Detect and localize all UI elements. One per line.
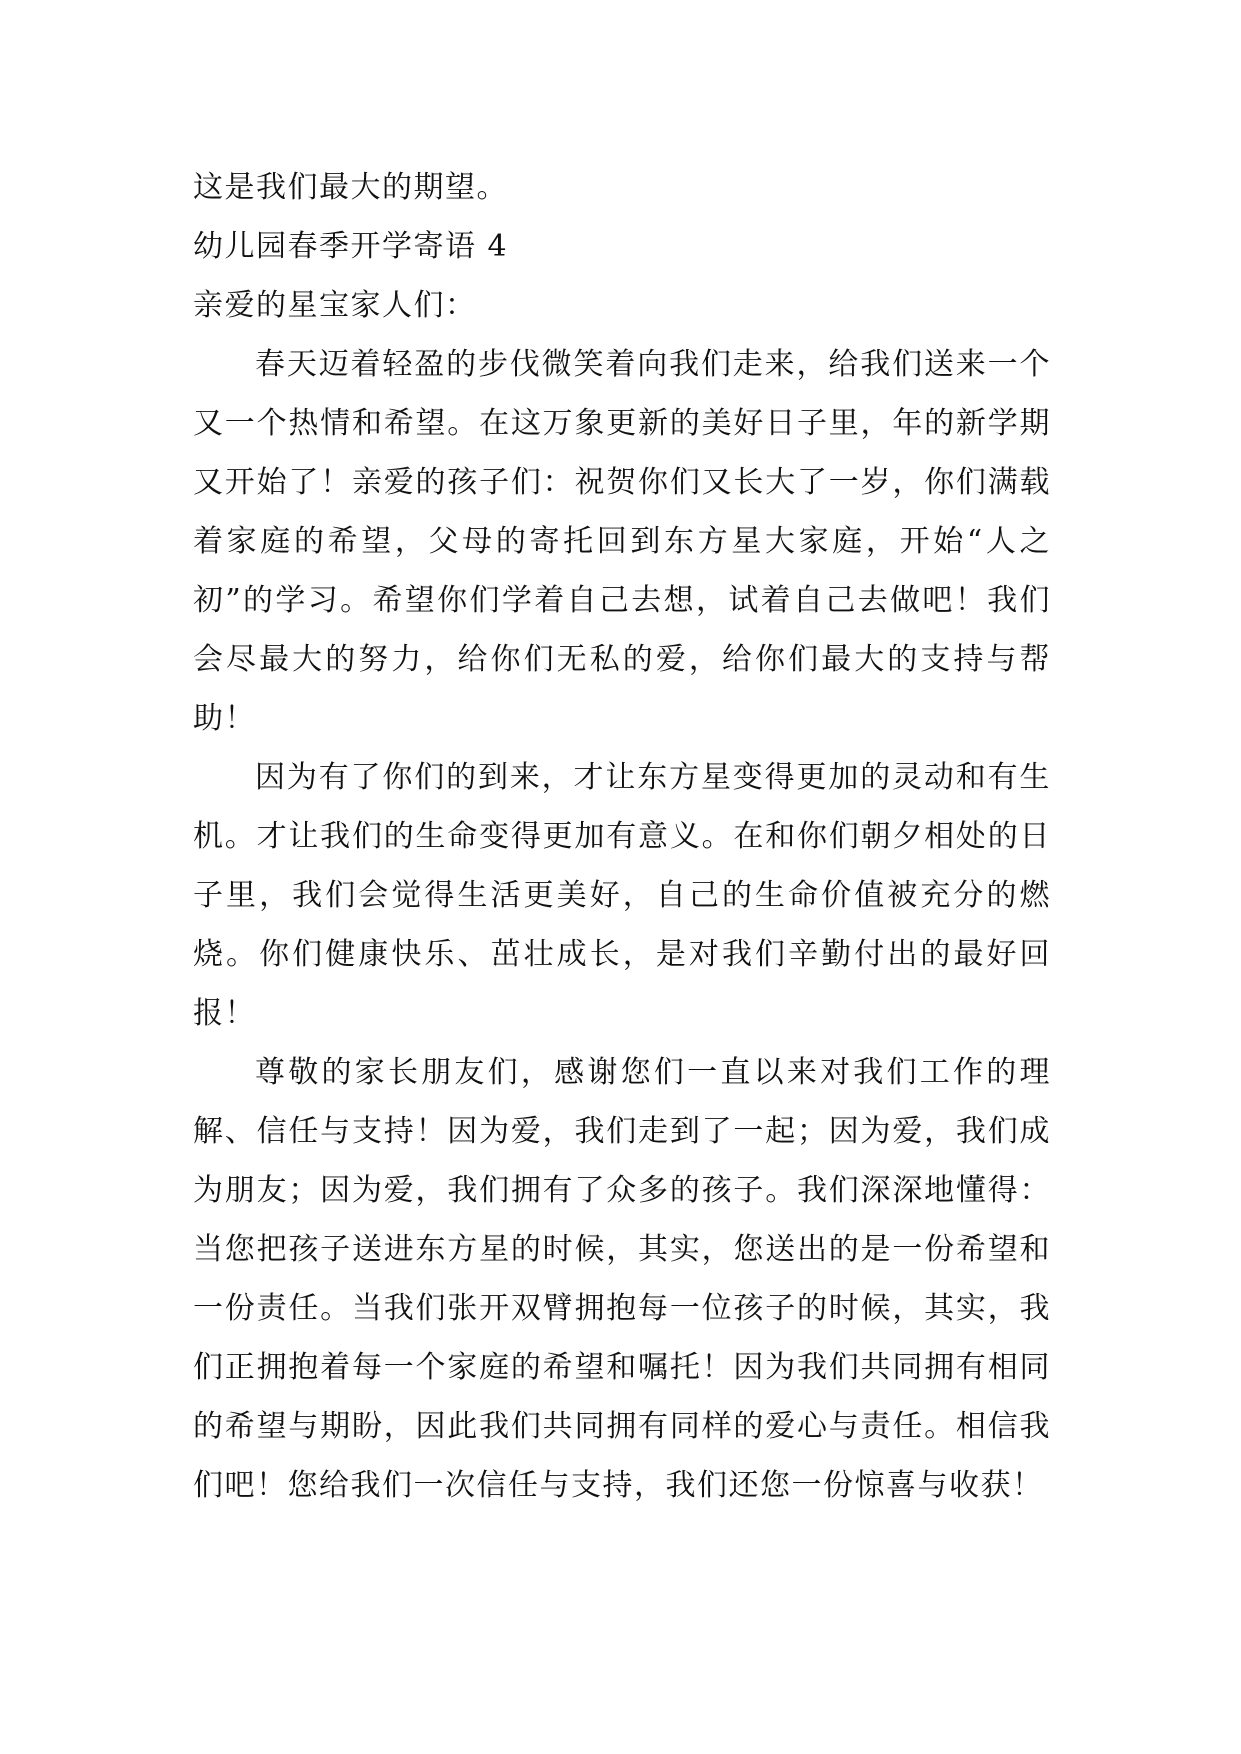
- opening-line: 这是我们最大的期望。: [193, 170, 508, 205]
- section-heading: 幼儿园春季开学寄语 4: [193, 229, 509, 264]
- paragraph-children: 春天迈着轻盈的步伐微笑着向我们走来，给我们送来一个又一个热情和希望。在这万象更新的美好日子里，年的新学期又开始了！亲爱的孩子们：祝贺你们又长大了一岁，你们满载着家庭的希望，父母的寄托回到东方星大家庭，开始“人之初”的学习。希望你们学着自己去想，试着自己去做吧！我们会尽最大的努力，给你们无私的爱，给你们最大的支持与帮助！: [193, 347, 1051, 736]
- document-body: [193, 158, 1051, 1515]
- paragraph-parents: 尊敬的家长朋友们，感谢您们一直以来对我们工作的理解、信任与支持！因为爱，我们走到了一起；因为爱，我们成为朋友；因为爱，我们拥有了众多的孩子。我们深深地懂得：当您把孩子送进东方星的时候，其实，您送出的是一份希望和一份责任。当我们张开双臂拥抱每一位孩子的时候，其实，我们正拥抱着每一个家庭的希望和嘱托！因为我们共同拥有相同的希望与期盼，因此我们共同拥有同样的爱心与责任。相信我们吧！您给我们一次信任与支持，我们还您一份惊喜与收获！: [193, 1055, 1051, 1503]
- salutation: 亲爱的星宝家人们：: [193, 288, 477, 323]
- paragraph-gratitude: 因为有了你们的到来，才让东方星变得更加的灵动和有生机。才让我们的生命变得更加有意义。在和你们朝夕相处的日子里，我们会觉得生活更美好，自己的生命价值被充分的燃烧。你们健康快乐、茁壮成长，是对我们辛勤付出的最好回报！: [193, 760, 1051, 1031]
